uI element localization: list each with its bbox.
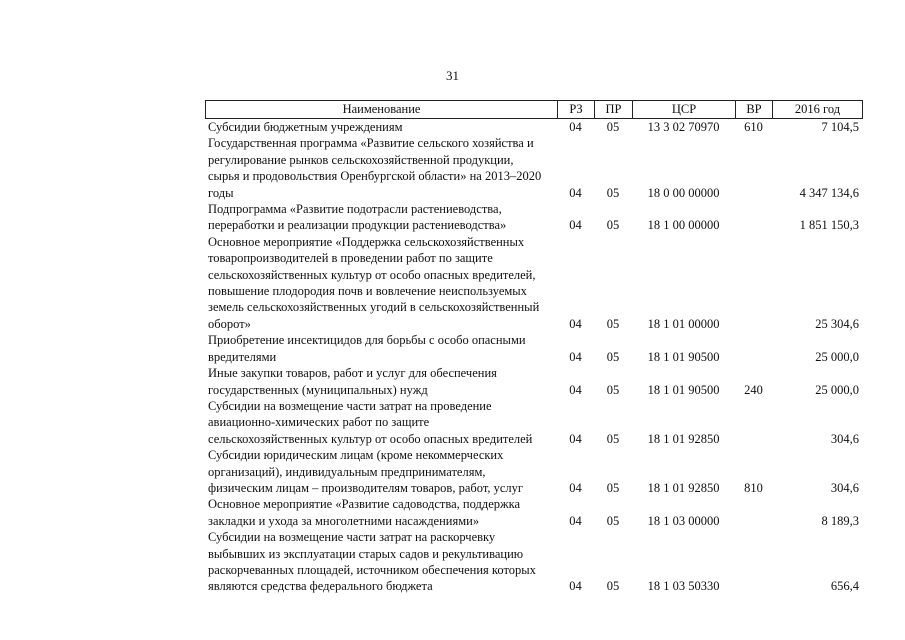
table-row [205,529,863,595]
row-amount: 304,6 [830,431,859,446]
row-name: Субсидии на возмещение части затрат на раскорчевку выбывших из эксплуатации старых садов и рекультивацию раскорчеванных площадей, источником обеспечения которых являются средства федерального бюджета [208,530,536,594]
row-vr: 610 [744,120,763,134]
row-amount: 656,4 [830,579,859,594]
header-rz: РЗ [557,101,594,118]
table-row [205,201,863,234]
row-csr: 18 1 01 90500 [647,382,720,397]
row-amount: 25 304,6 [815,316,859,331]
row-name: Иные закупки товаров, работ и услуг для обеспечения государственных (муниципальных) нужд [208,366,497,397]
row-pr: 05 [606,382,620,397]
row-pr: 05 [606,316,620,331]
row-amount: 1 851 150,3 [799,218,859,233]
table-row [205,365,863,398]
table-row [205,119,863,135]
row-amount: 7 104,5 [821,120,859,134]
row-rz: 04 [569,513,582,528]
row-vr: 240 [744,382,763,397]
row-pr: 05 [606,513,620,528]
table-row [205,135,863,201]
row-csr: 18 1 01 90500 [647,349,720,364]
table-header [205,100,863,119]
header-csr: ЦСР [632,101,735,118]
row-name: Субсидии бюджетным учреждениям [208,120,403,134]
budget-table [205,100,863,595]
header-name: Наименование [205,101,557,118]
row-csr: 18 1 01 92850 [647,431,720,446]
table-row [205,398,863,447]
row-rz: 04 [569,579,582,594]
row-csr: 18 0 00 00000 [647,185,720,200]
row-name: Субсидии на возмещение части затрат на проведение авиационно-химических работ по защите сельскохозяйственных культур от особо опасных вредителей [208,398,533,446]
row-pr: 05 [606,349,620,364]
row-amount: 8 189,3 [821,513,859,528]
table-body [205,119,863,595]
table-row [205,447,863,496]
table-row [205,234,863,332]
row-pr: 05 [606,579,620,594]
row-rz: 04 [569,185,582,200]
row-csr: 13 3 02 70970 [647,120,720,134]
header-year: 2016 год [772,101,863,118]
page-number: 31 [446,68,459,83]
row-pr: 05 [606,480,620,495]
row-pr: 05 [606,185,620,200]
row-name: Субсидии юридическим лицам (кроме некоммерческих организаций), индивидуальным предпринимателям, физическим лицам – производителям товаров, работ, услуг [208,448,524,495]
row-csr: 18 1 01 00000 [647,316,720,331]
row-rz: 04 [569,431,582,446]
table-row [205,332,863,365]
row-name: Приобретение инсектицидов для борьбы с особо опасными вредителями [208,333,526,364]
row-amount: 25 000,0 [815,382,859,397]
table-row [205,496,863,529]
row-pr: 05 [606,120,620,134]
header-pr: ПР [594,101,632,118]
row-rz: 04 [569,120,582,134]
row-csr: 18 1 03 00000 [647,513,720,528]
row-name: Государственная программа «Развитие сельского хозяйства и регулирование рынков сельскохозяйственной продукции, сырья и продовольствия Оренбургской области» на 2013–2020 годы [208,136,542,200]
row-rz: 04 [569,480,582,495]
row-vr: 810 [744,480,763,495]
row-pr: 05 [606,218,620,233]
row-csr: 18 1 03 50330 [647,579,720,594]
row-name: Основное мероприятие «Поддержка сельскохозяйственных товаропроизводителей в проведении работ по защите сельскохозяйственных культур от особо опасных вредителей, повышение плодородия почв и вовлечение неиспользуемых земель сельскохозяйственных угодий в сельскохозяйственный оборот» [208,234,540,331]
row-amount: 304,6 [830,480,859,495]
row-rz: 04 [569,349,582,364]
header-vr: ВР [735,101,772,118]
row-amount: 25 000,0 [815,349,859,364]
row-name: Подпрограмма «Развитие подотрасли растениеводства, переработки и реализации продукции растениеводства» [208,202,507,233]
row-name: Основное мероприятие «Развитие садоводства, поддержка закладки и ухода за многолетними насаждениями» [208,497,521,528]
row-amount: 4 347 134,6 [799,185,859,200]
row-csr: 18 1 01 92850 [647,480,720,495]
row-rz: 04 [569,382,582,397]
row-rz: 04 [569,218,582,233]
row-csr: 18 1 00 00000 [647,218,720,233]
row-pr: 05 [606,431,620,446]
row-rz: 04 [569,316,582,331]
